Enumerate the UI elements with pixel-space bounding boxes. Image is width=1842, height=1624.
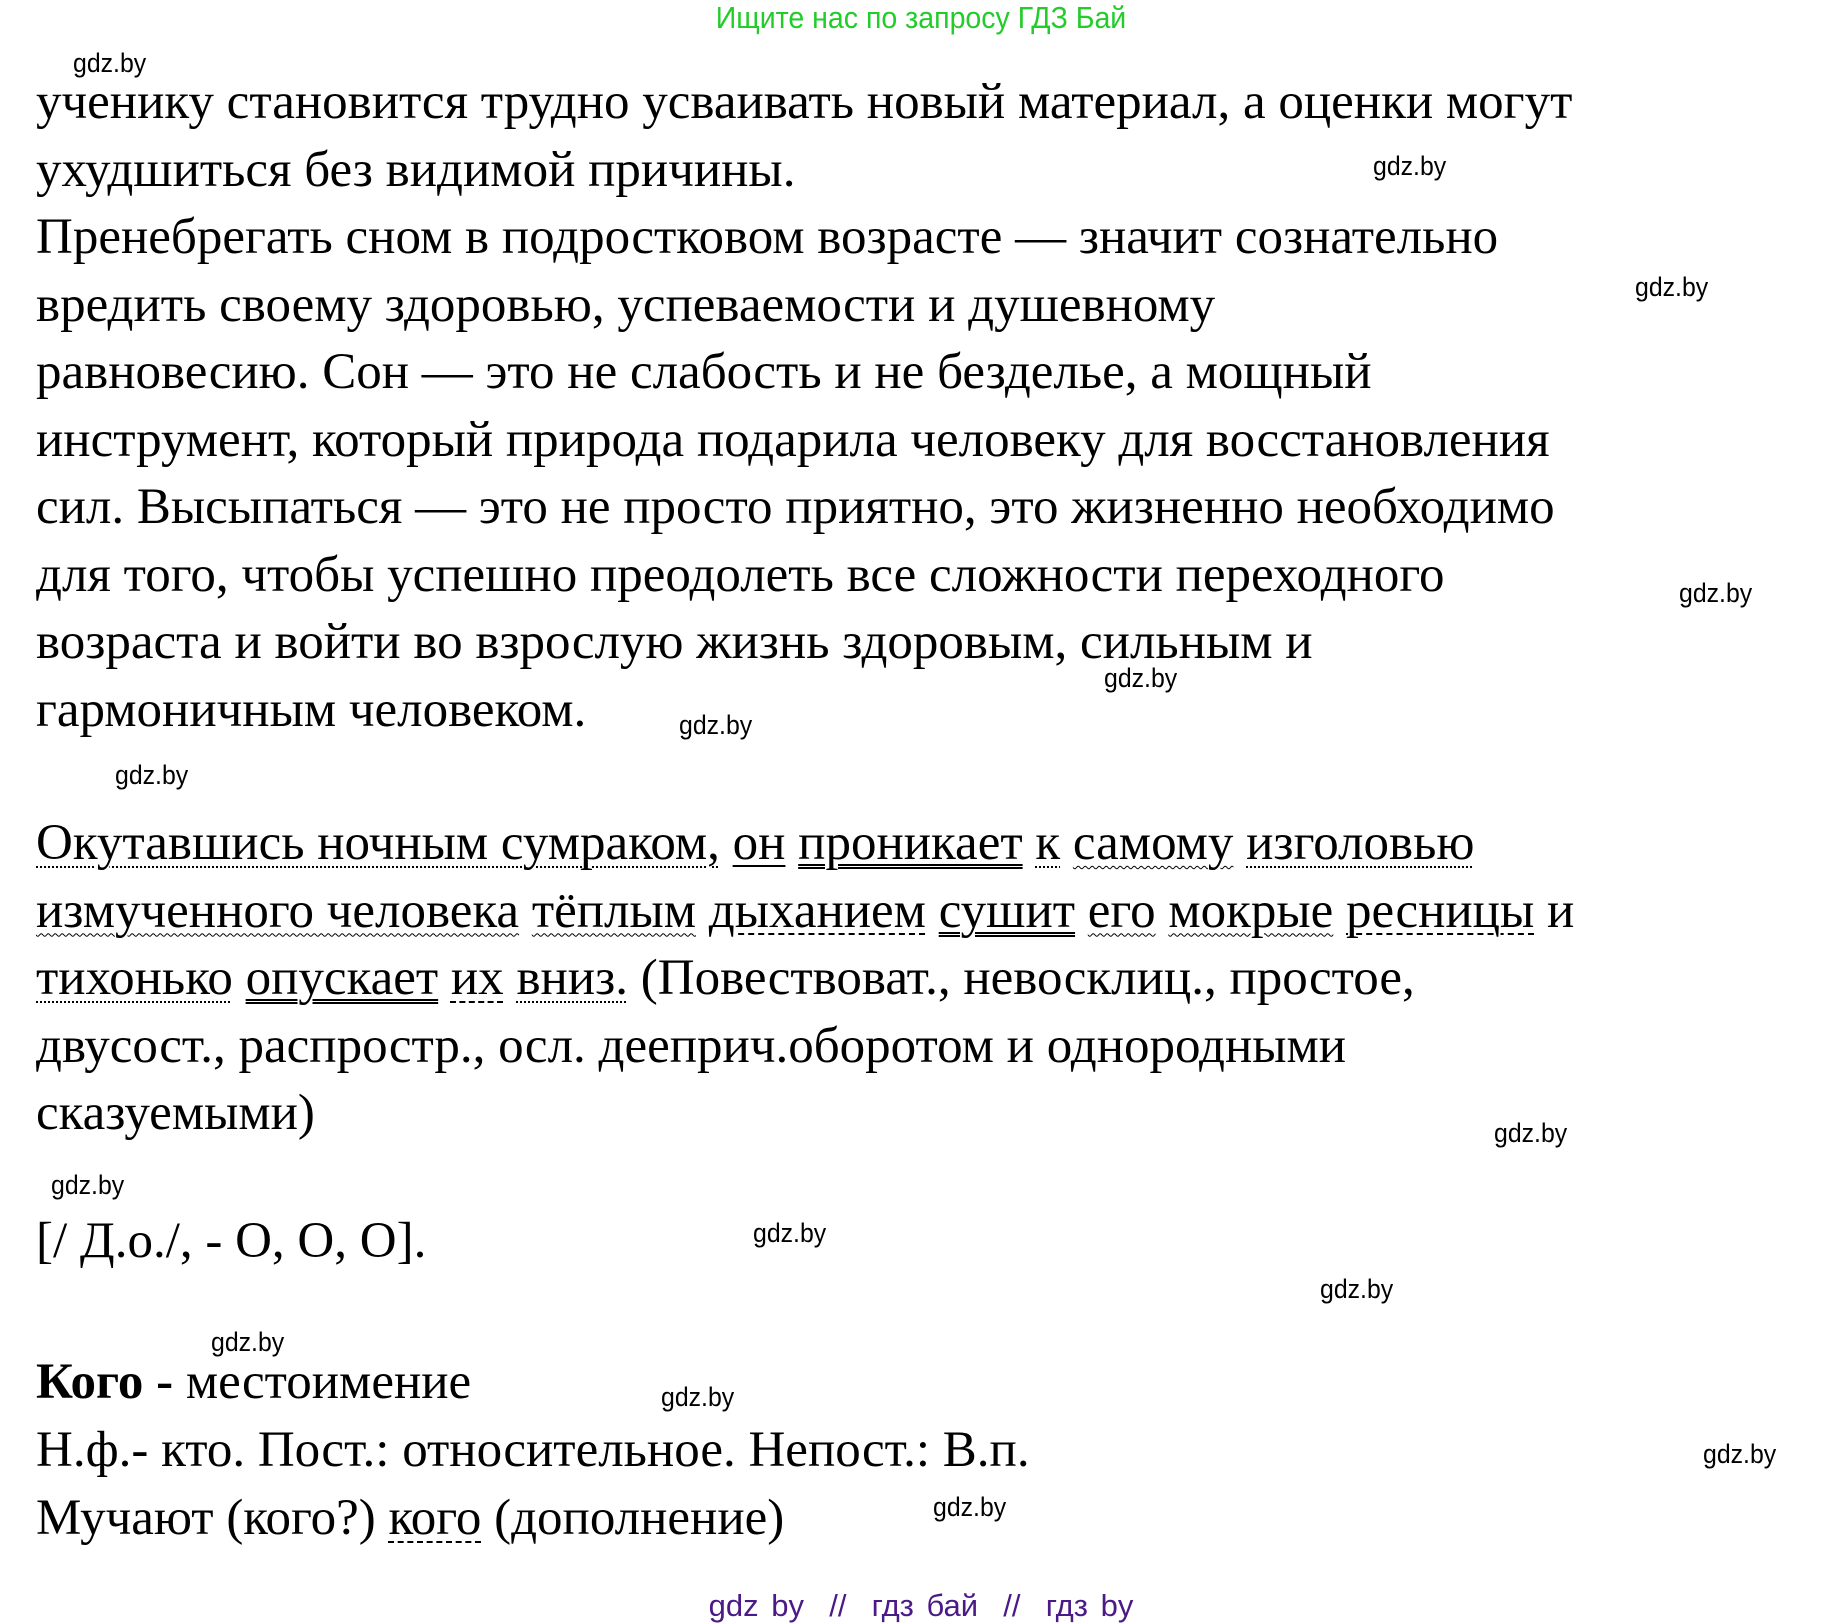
watermark: gdz.by	[753, 1218, 827, 1248]
watermark: gdz.by	[1104, 663, 1178, 693]
morphology-analysis	[36, 1348, 1030, 1552]
sentence-member-single: он	[732, 815, 786, 871]
morph-usage-prefix: Мучают (кого?)	[36, 1490, 389, 1546]
sentence-member-wavy: самому	[1072, 815, 1234, 871]
sentence-member-dashed: дыханием	[708, 882, 926, 939]
sentence-text	[233, 950, 246, 1006]
sentence-text	[438, 950, 451, 1006]
analysis-line-5: сказуемыми)	[36, 1085, 315, 1141]
morph-usage	[36, 1484, 1030, 1552]
analysis-line-3	[36, 945, 1836, 1013]
morph-dash: -	[143, 1354, 186, 1410]
sentence-member-dashdot: тихонько	[36, 950, 233, 1006]
sentence-member-wavy: тёплым	[531, 882, 697, 939]
sentence-analysis	[36, 810, 1836, 1148]
essay-line: сил. Высыпаться — это не просто приятно, это жизненно необходимо	[36, 479, 1555, 535]
sentence-text	[1060, 815, 1073, 871]
sentence-text	[926, 883, 939, 939]
sentence-text: и	[1534, 882, 1575, 939]
sentence-text	[1156, 883, 1169, 939]
morph-part-of-speech: местоимение	[185, 1354, 472, 1410]
watermark: gdz.by	[1373, 151, 1447, 181]
sentence-scheme: [/ Д.о./, - О, О, О].	[36, 1213, 427, 1269]
morph-heading	[36, 1348, 1030, 1416]
essay-line: Пренебрегать сном в подростковом возрасте — значит сознательно	[36, 209, 1499, 265]
analysis-line-2	[36, 878, 1836, 946]
essay-line: ухудшиться без видимой причины.	[36, 141, 796, 198]
watermark: gdz.by	[115, 760, 189, 790]
morph-features: Н.ф.- кто. Пост.: относительное. Непост.: В.п.	[36, 1422, 1030, 1478]
watermark: gdz.by	[51, 1170, 125, 1200]
watermark: gdz.by	[933, 1492, 1007, 1522]
sentence-member-wavy: его	[1087, 882, 1156, 939]
sentence-member-dashdot: изголовью	[1246, 815, 1475, 871]
sentence-text	[720, 815, 733, 871]
essay-line: вредить своему здоровью, успеваемости и душевному	[36, 276, 1216, 333]
sentence-member-wavy: измученного человека	[36, 882, 520, 939]
sentence-member-dashdot: вниз.	[516, 950, 628, 1006]
watermark: gdz.by	[661, 1382, 735, 1412]
sentence-member-dashed: ресницы	[1346, 882, 1535, 939]
sentence-text	[519, 883, 532, 939]
analysis-line-1	[36, 810, 1836, 878]
search-hint-banner: Ищите нас по запросу ГДЗ Бай	[715, 0, 1127, 35]
morph-word: Кого	[36, 1354, 144, 1410]
essay-line: инструмент, который природа подарила человеку для восстановления	[36, 411, 1550, 468]
sentence-member-double: сушит	[938, 882, 1076, 939]
essay-line: ученику становится трудно усваивать новый материал, а оценки могут	[36, 74, 1573, 130]
sentence-member-dashdot: к	[1035, 815, 1061, 871]
sentence-text: (Повествоват., невосклиц., простое,	[628, 950, 1415, 1006]
sentence-text	[1233, 815, 1246, 871]
sentence-member-dashed: их	[450, 950, 504, 1006]
morph-usage-word: кого	[388, 1490, 482, 1546]
essay-line: гармоничным человеком.	[36, 681, 587, 738]
footer-text: gdz by // гдз бай // гдз by	[708, 1588, 1134, 1623]
sentence-text	[1075, 883, 1088, 939]
watermark: gdz.by	[1703, 1439, 1777, 1469]
sentence-member-double: опускает	[245, 950, 439, 1006]
essay-line: возраста и войти во взрослую жизнь здоровым, сильным и	[36, 614, 1313, 670]
sentence-text	[1333, 883, 1346, 939]
sentence-member-double: проникает	[798, 815, 1023, 871]
watermark: gdz.by	[1635, 272, 1709, 302]
footer-brand	[0, 1588, 1842, 1624]
watermark: gdz.by	[1679, 578, 1753, 608]
sentence-text	[785, 815, 798, 871]
watermark: gdz.by	[1320, 1274, 1394, 1304]
watermark: gdz.by	[211, 1327, 285, 1357]
sentence-text	[696, 883, 709, 939]
essay-line: для того, чтобы успешно преодолеть все сложности переходного	[36, 546, 1445, 603]
sentence-text	[504, 950, 517, 1006]
sentence-member-wavy: мокрые	[1168, 882, 1334, 939]
sentence-text	[1023, 815, 1036, 871]
watermark: gdz.by	[679, 710, 753, 740]
watermark: gdz.by	[1494, 1118, 1568, 1148]
sentence-member-dashdot: Окутавшись ночным сумраком,	[36, 815, 720, 871]
essay-paragraph	[36, 69, 1836, 744]
analysis-line-4: двусост., распростр., осл. дееприч.оборотом и однородными	[36, 1017, 1347, 1074]
morph-usage-suffix: (дополнение)	[481, 1490, 785, 1546]
watermark: gdz.by	[73, 48, 147, 78]
essay-line: равновесию. Сон — это не слабость и не безделье, а мощный	[36, 344, 1372, 400]
